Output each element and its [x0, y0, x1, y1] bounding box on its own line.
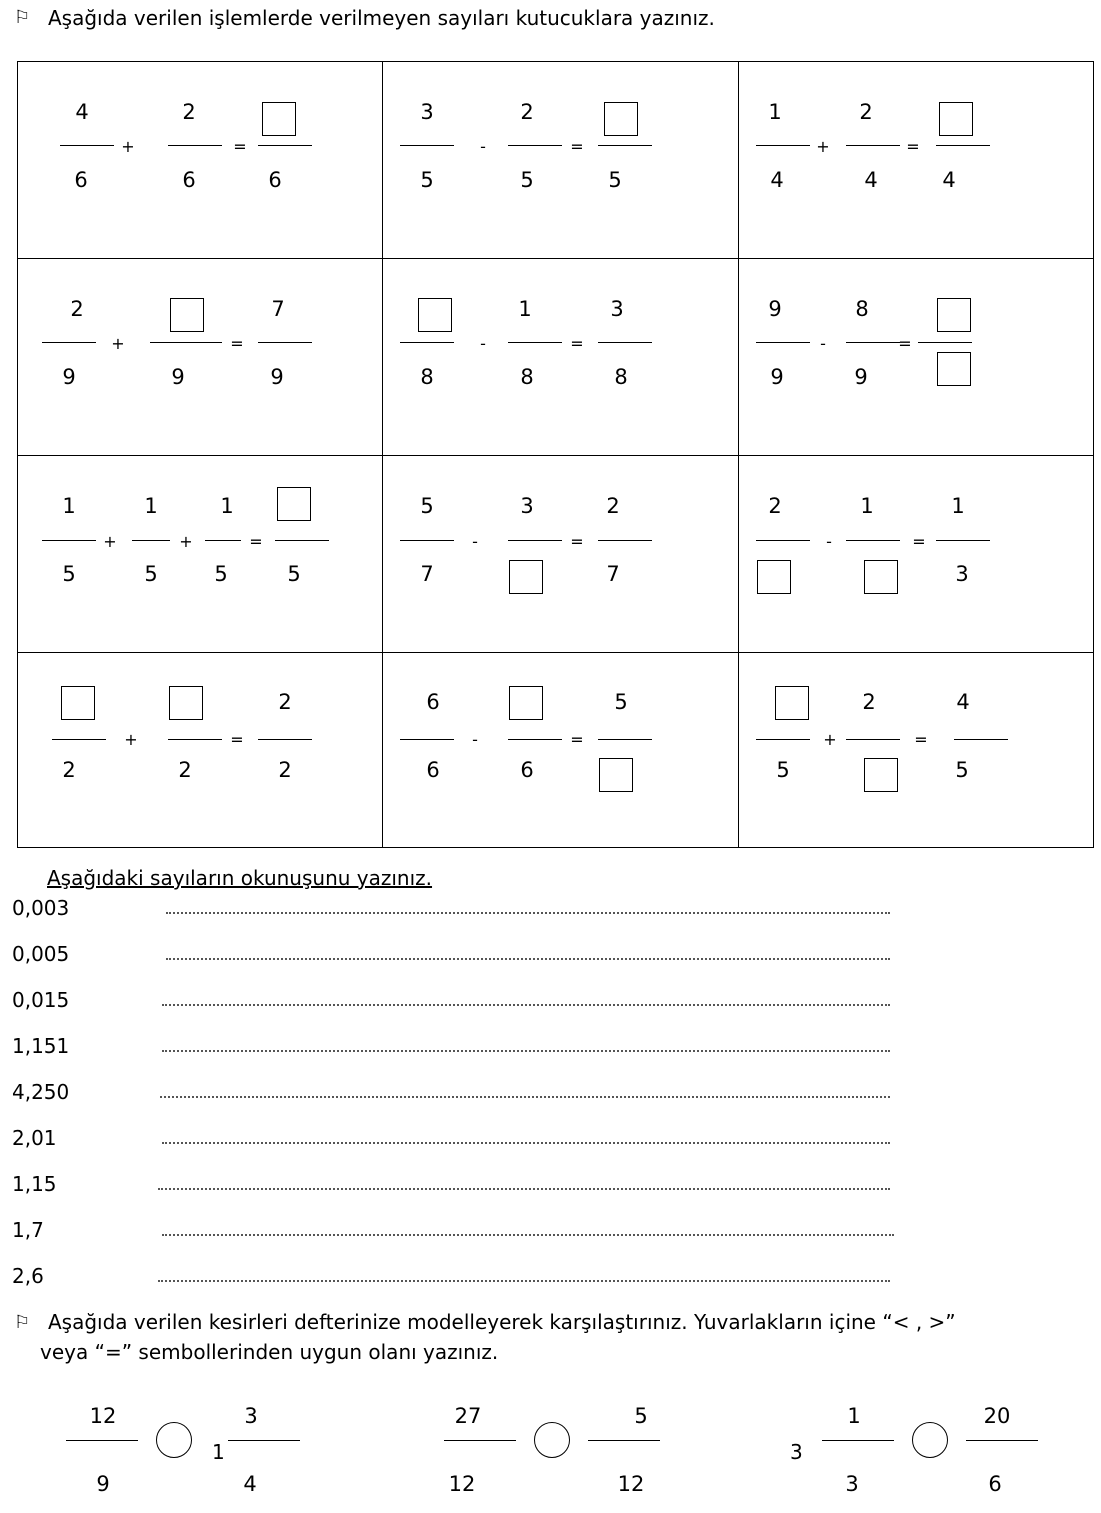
answer-box[interactable] — [775, 686, 809, 720]
answer-line[interactable] — [166, 912, 890, 914]
instruction-compare-line2: veya “=” sembollerinden uygun olanı yazınız. — [40, 1340, 499, 1364]
decimal-item: 1,151 — [12, 1034, 70, 1058]
decimal-item: 0,005 — [12, 942, 70, 966]
answer-box[interactable] — [262, 102, 296, 136]
answer-box[interactable] — [509, 560, 543, 594]
compare-circle[interactable] — [156, 1422, 192, 1458]
answer-box[interactable] — [509, 686, 543, 720]
compare-circle[interactable] — [912, 1422, 948, 1458]
answer-line[interactable] — [158, 1280, 890, 1282]
answer-box[interactable] — [937, 298, 971, 332]
decimal-item: 4,250 — [12, 1080, 70, 1104]
compare-circle[interactable] — [534, 1422, 570, 1458]
answer-box[interactable] — [757, 560, 791, 594]
answer-box[interactable] — [864, 560, 898, 594]
answer-box[interactable] — [604, 102, 638, 136]
answer-box[interactable] — [937, 352, 971, 386]
answer-line[interactable] — [162, 1004, 890, 1006]
answer-box[interactable] — [599, 758, 633, 792]
instruction-fill-boxes: Aşağıda verilen işlemlerde verilmeyen sayıları kutucuklara yazınız. — [48, 6, 715, 30]
answer-line[interactable] — [162, 1142, 890, 1144]
decimal-item: 1,7 — [12, 1218, 44, 1242]
flag-icon: ⚐ — [14, 7, 31, 28]
answer-box[interactable] — [864, 758, 898, 792]
decimal-item: 2,6 — [12, 1264, 44, 1288]
decimal-item: 0,015 — [12, 988, 70, 1012]
answer-line[interactable] — [162, 1050, 890, 1052]
instruction-compare-line1: Aşağıda verilen kesirleri defterinize modelleyerek karşılaştırınız. Yuvarlakların içine “< , >” — [48, 1310, 956, 1334]
answer-box[interactable] — [418, 298, 452, 332]
instruction-write-reading: Aşağıdaki sayıların okunuşunu yazınız. — [47, 866, 433, 890]
flag-icon: ⚐ — [14, 1312, 31, 1333]
decimal-item: 0,003 — [12, 896, 70, 920]
answer-line[interactable] — [158, 1188, 890, 1190]
answer-box[interactable] — [939, 102, 973, 136]
answer-box[interactable] — [277, 487, 311, 521]
answer-box[interactable] — [169, 686, 203, 720]
answer-box[interactable] — [170, 298, 204, 332]
answer-box[interactable] — [61, 686, 95, 720]
answer-line[interactable] — [166, 958, 890, 960]
answer-line[interactable] — [160, 1096, 890, 1098]
decimal-item: 1,15 — [12, 1172, 57, 1196]
decimal-item: 2,01 — [12, 1126, 57, 1150]
answer-line[interactable] — [162, 1234, 894, 1236]
